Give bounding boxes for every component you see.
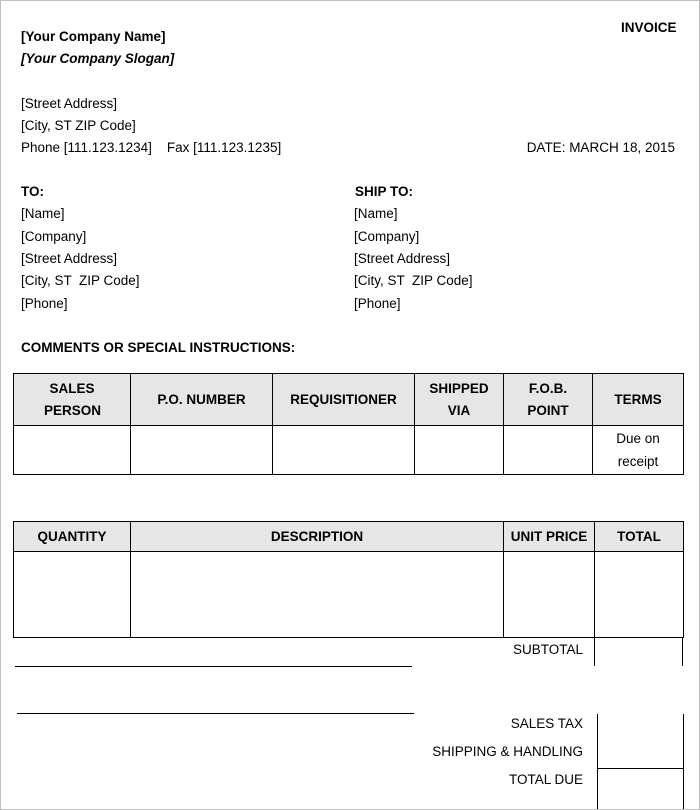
items-header-row bbox=[14, 522, 684, 552]
header-fob-point: F.O.B. POINT bbox=[504, 374, 593, 426]
header-description: DESCRIPTION bbox=[131, 522, 504, 552]
comments-label: COMMENTS OR SPECIAL INSTRUCTIONS: bbox=[21, 340, 296, 355]
invoice-date: DATE: MARCH 18, 2015 bbox=[526, 140, 675, 155]
header-requisitioner: REQUISITIONER bbox=[273, 374, 415, 426]
ship-to-phone: [Phone] bbox=[354, 296, 401, 311]
totals-box-right bbox=[683, 714, 684, 809]
company-name: [Your Company Name] bbox=[21, 29, 166, 44]
header-po-number: P.O. NUMBER bbox=[131, 374, 273, 426]
subtotal-label: SUBTOTAL bbox=[512, 642, 583, 657]
header-sales-person: SALES PERSON bbox=[14, 374, 131, 426]
cell-shipped-via[interactable] bbox=[415, 426, 504, 475]
sales-tax-shipping-value[interactable] bbox=[597, 714, 683, 767]
subtotal-box-right bbox=[682, 638, 683, 666]
ship-to-company: [Company] bbox=[354, 229, 420, 244]
cell-fob-point[interactable] bbox=[504, 426, 593, 475]
to-name: [Name] bbox=[21, 206, 65, 221]
cell-description[interactable] bbox=[131, 552, 504, 638]
order-data-row bbox=[14, 426, 684, 475]
total-due-value[interactable] bbox=[597, 769, 683, 807]
ship-to-street: [Street Address] bbox=[354, 251, 451, 266]
header-total: TOTAL bbox=[595, 522, 684, 552]
company-slogan: [Your Company Slogan] bbox=[21, 51, 175, 66]
items-table bbox=[13, 521, 684, 638]
shipping-label: SHIPPING & HANDLING bbox=[432, 744, 583, 759]
notes-line-1 bbox=[15, 666, 412, 667]
cell-quantity[interactable] bbox=[14, 552, 131, 638]
total-due-label: TOTAL DUE bbox=[508, 772, 583, 787]
cell-unit-price[interactable] bbox=[504, 552, 595, 638]
cell-terms[interactable]: Due on receipt bbox=[593, 426, 684, 475]
cell-po-number[interactable] bbox=[131, 426, 273, 475]
company-phone-fax: Phone [111.123.1234] Fax [111.123.1235] bbox=[21, 140, 282, 155]
company-street: [Street Address] bbox=[21, 96, 118, 111]
order-header-row bbox=[14, 374, 684, 426]
cell-sales-person[interactable] bbox=[14, 426, 131, 475]
header-shipped-via: SHIPPED VIA bbox=[415, 374, 504, 426]
ship-to-heading: SHIP TO: bbox=[355, 184, 414, 199]
header-terms: TERMS bbox=[593, 374, 684, 426]
header-quantity: QUANTITY bbox=[14, 522, 131, 552]
items-data-row bbox=[14, 552, 684, 638]
to-city: [City, ST ZIP Code] bbox=[21, 273, 140, 288]
order-info-table bbox=[13, 373, 684, 475]
sales-tax-label: SALES TAX bbox=[510, 716, 583, 731]
to-street: [Street Address] bbox=[21, 251, 118, 266]
to-heading: TO: bbox=[21, 184, 44, 199]
to-phone: [Phone] bbox=[21, 296, 68, 311]
invoice-title: INVOICE bbox=[621, 20, 677, 35]
header-unit-price: UNIT PRICE bbox=[504, 522, 595, 552]
notes-line-2 bbox=[17, 713, 414, 714]
ship-to-name: [Name] bbox=[354, 206, 398, 221]
ship-to-city: [City, ST ZIP Code] bbox=[354, 273, 473, 288]
cell-requisitioner[interactable] bbox=[273, 426, 415, 475]
company-city: [City, ST ZIP Code] bbox=[21, 118, 136, 133]
to-company: [Company] bbox=[21, 229, 87, 244]
subtotal-value[interactable] bbox=[595, 638, 682, 666]
cell-total[interactable] bbox=[595, 552, 684, 638]
